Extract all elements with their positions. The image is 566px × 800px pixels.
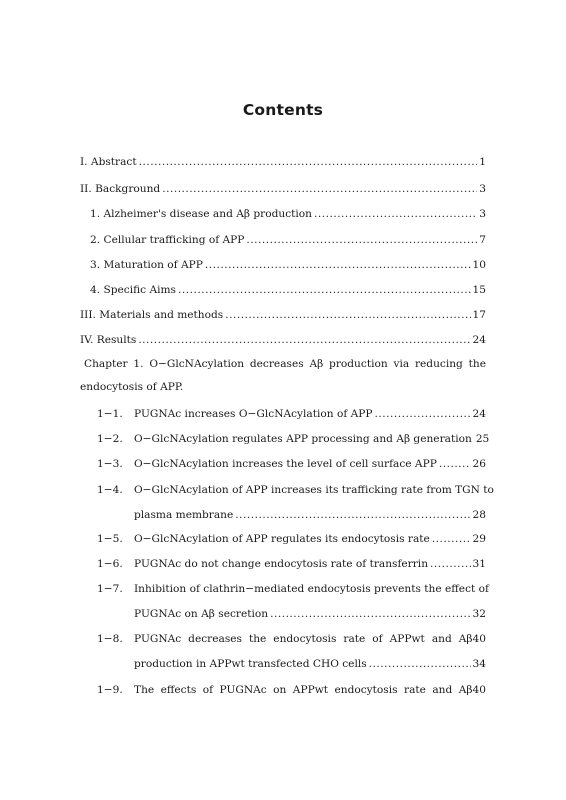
toc-entry-label: O−GlcNAcylation of APP regulates its endocytosis rate <box>134 533 430 545</box>
toc-entry-1-7[interactable] <box>134 607 486 621</box>
toc-page-number: 25 <box>475 433 490 445</box>
toc-entry-label: 1. Alzheimer's disease and Aβ production <box>90 208 312 220</box>
dot-leader <box>439 457 471 471</box>
toc-page-number: 3 <box>479 183 486 195</box>
toc-entry-1-2[interactable] <box>134 432 490 446</box>
toc-entry-materials[interactable] <box>80 308 486 322</box>
toc-page-number: 17 <box>472 309 486 321</box>
toc-page-number: 7 <box>479 234 486 246</box>
toc-entry-label: plasma membrane <box>134 509 234 521</box>
toc-entry-maturation[interactable] <box>90 258 486 272</box>
toc-entry-label: 4. Specific Aims <box>90 284 176 296</box>
dot-leader <box>225 308 470 322</box>
toc-page-number: 28 <box>472 509 486 521</box>
toc-entry-1-1[interactable] <box>134 407 486 421</box>
toc-entry-label: II. Background <box>80 183 161 195</box>
toc-entry-1-7-line-1[interactable]: Inhibition of clathrin−mediated endocytosis prevents the effect of <box>134 583 489 595</box>
toc-page-number: 29 <box>472 533 486 545</box>
section-number: 1−2. <box>97 433 123 445</box>
section-number: 1−6. <box>97 558 123 570</box>
section-number: 1−5. <box>97 533 123 545</box>
toc-entry-label: O−GlcNAcylation regulates APP processing and Aβ generation <box>134 433 472 445</box>
toc-entry-label: 2. Cellular trafficking of APP <box>90 234 245 246</box>
dot-leader <box>246 233 477 247</box>
toc-page-number: 3 <box>479 208 486 220</box>
toc-entry-label: III. Materials and methods <box>80 309 224 321</box>
chapter-heading-line-1[interactable]: Chapter 1. O−GlcNAcylation decreases Aβ production via reducing the <box>84 358 486 370</box>
toc-page-number: 34 <box>472 658 486 670</box>
toc-page-number: 10 <box>472 259 486 271</box>
section-number: 1−4. <box>97 484 123 496</box>
section-number: 1−3. <box>97 458 123 470</box>
toc-entry-label: O−GlcNAcylation increases the level of cell surface APP <box>134 458 437 470</box>
page-title: Contents <box>242 101 324 119</box>
dot-leader <box>235 508 470 522</box>
toc-entry-trafficking[interactable] <box>90 233 486 247</box>
toc-entry-label: I. Abstract <box>80 156 137 168</box>
section-number: 1−9. <box>97 684 123 696</box>
toc-entry-1-3[interactable] <box>134 457 486 471</box>
toc-entry-label: PUGNAc increases O−GlcNAcylation of APP <box>134 408 373 420</box>
chapter-heading-line-2[interactable]: endocytosis of APP. <box>80 381 184 393</box>
toc-entry-1-4[interactable] <box>134 508 486 522</box>
toc-entry-specific-aims[interactable] <box>90 283 486 297</box>
toc-entry-label: PUGNAc do not change endocytosis rate of transferrin <box>134 558 429 570</box>
toc-entry-abstract[interactable] <box>80 155 486 169</box>
toc-entry-1-8-line-1[interactable]: PUGNAc decreases the endocytosis rate of APPwt and Aβ40 <box>134 633 486 645</box>
dot-leader <box>139 155 478 169</box>
toc-page-number: 15 <box>472 284 486 296</box>
toc-page-number: 32 <box>472 608 486 620</box>
toc-entry-label: PUGNAc on Aβ secretion <box>134 608 269 620</box>
dot-leader <box>314 207 477 221</box>
toc-entry-label: IV. Results <box>80 334 137 346</box>
toc-entry-results[interactable] <box>80 333 486 347</box>
toc-entry-1-8[interactable] <box>134 657 486 671</box>
toc-entry-background[interactable] <box>80 182 486 196</box>
dot-leader <box>162 182 477 196</box>
dot-leader <box>178 283 471 297</box>
toc-entry-1-5[interactable] <box>134 532 486 546</box>
dot-leader <box>375 407 471 421</box>
section-number: 1−1. <box>97 408 123 420</box>
toc-page-number: 31 <box>472 558 486 570</box>
toc-page-number: 24 <box>472 408 486 420</box>
toc-entry-label: 3. Maturation of APP <box>90 259 203 271</box>
section-number: 1−7. <box>97 583 123 595</box>
dot-leader <box>138 333 470 347</box>
dot-leader <box>430 557 470 571</box>
dot-leader <box>369 657 471 671</box>
dot-leader <box>270 607 470 621</box>
toc-entry-1-6[interactable] <box>134 557 486 571</box>
toc-entry-1-9-line-1[interactable]: The effects of PUGNAc on APPwt endocytosis rate and Aβ40 <box>134 684 486 696</box>
toc-page-number: 1 <box>479 156 486 168</box>
toc-page-number: 24 <box>472 334 486 346</box>
dot-leader <box>205 258 471 272</box>
dot-leader <box>432 532 471 546</box>
toc-entry-1-4-line-1[interactable]: O−GlcNAcylation of APP increases its trafficking rate from TGN to <box>134 484 494 496</box>
toc-entry-alzheimers[interactable] <box>90 207 486 221</box>
toc-page-number: 26 <box>472 458 486 470</box>
toc-entry-label: production in APPwt transfected CHO cells <box>134 658 367 670</box>
section-number: 1−8. <box>97 633 123 645</box>
